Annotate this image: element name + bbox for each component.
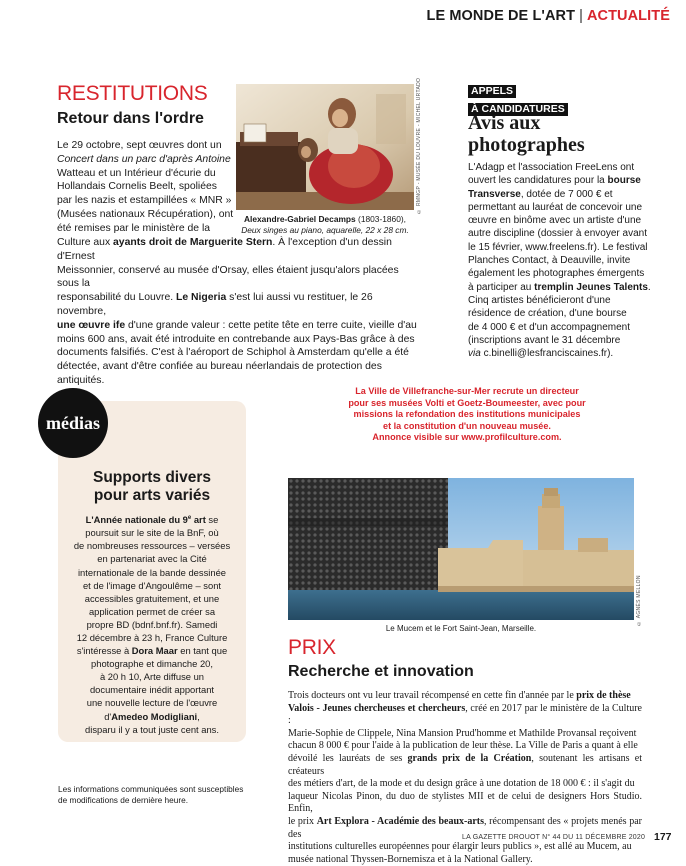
prix-text: Trois docteurs ont vu leur travail récompensé en cette fin d'année par le prix de thèse Valois - Jeunes chercheuses et chercheurs, créé en 2017 par le ministère de la Culture : Marie-Sophie de Clippele, Nina Mansion Prud'homme et Mathilde Provansal reçoivent chacun 8 000 € pour l'aide à la publication de leur thèse. La Ville de Paris a quant à elle dévoilé les lauréats de ses grands prix de la Création, soutenant les artisans et créateurs des métiers d'art, de la mode et du design grâce à une dotation de 18 000 € : il s'agit du laqueur Nicolas Pinon, du duo de stylistes MII et de celui de designers Hors Studio. Enfin, le prix Art Explora - Académie des beaux-arts, récompensant des « projets menés par des institutions culturelles européennes pour élargir leurs publics », est allé au Mucem, au musée national Thyssen-Bornemisza et à la National Gallery.: [288, 690, 643, 865]
monkeys-piano-painting: [236, 84, 414, 210]
text-line: été remises par le ministère de la: [57, 222, 211, 234]
text-line: Watteau et un Intérieur d'écurie du: [57, 167, 216, 179]
caption-artist: Alexandre-Gabriel Decamps: [243, 214, 356, 224]
mucem-fort-image: [288, 478, 634, 620]
painting-image: [236, 84, 414, 210]
medias-text: L'Année nationale du 9e art se poursuit sur le site de la BnF, où de nombreuses ressources – versées en partenariat avec la Cité internationale de la bande dessinée et de l'image d'Angoulême – sont accessibles gratuitement, et une application permet de créer sa propre BD (bdnf.bnf.fr). Samedi 12 décembre à 23 h, France Culture s'intéresse à Dora Maar en tant que photographe et dimanche 20, à 20 h 10, Arte diffuse un documentaire inédit apportant une nouvelle lecture de l'œuvre d'Amedeo Modigliani, disparu il y a tout juste cent ans.: [73, 514, 231, 735]
header-separator: |: [579, 8, 583, 24]
text-line: Concert dans un parc d'après Antoine: [57, 153, 231, 165]
caption-title: Deux singes au piano, aquarelle, 22 x 28 cm.: [241, 224, 409, 235]
medias-badge: médias: [38, 388, 108, 458]
appels-title: Avis aux photographes: [468, 112, 585, 156]
photo-credit: © AGNÈS MELLON: [636, 575, 642, 626]
appels-tag-line2: À CANDIDATURES: [468, 103, 568, 116]
caption-dates: (1803-1860),: [355, 214, 406, 224]
page-header: [427, 8, 670, 24]
text-line: Hollandais Cornelis Beelt, spoliées: [57, 181, 217, 193]
photo-caption: Le Mucem et le Fort Saint-Jean, Marseille.: [385, 624, 537, 633]
restitutions-kicker: RESTITUTIONS: [57, 82, 208, 105]
painting-credit: © RMNGP - MUSÉE DU LOUVRE - MICHEL URTADO: [416, 77, 422, 214]
footer-issue: LA GAZETTE DROUOT N° 44 DU 11 DÉCEMBRE 2020: [462, 834, 646, 841]
medias-title: Supports divers pour arts variés: [93, 469, 211, 504]
text-line: (Musées nationaux Récupération), ont: [57, 208, 234, 220]
restitutions-text-narrow: [57, 139, 239, 236]
text-line: Culture aux ayants droit de Marguerite Stern. À l'exception d'un dessin d'Ernest: [57, 237, 392, 262]
appels-tag-line1: APPELS: [468, 85, 516, 98]
painting-caption: [236, 214, 414, 236]
restitutions-title: Retour dans l'ordre: [57, 110, 204, 127]
appels-text: L'Adagp et l'association FreeLens ont ouvert les candidatures pour la bourse Transverse, dotée de 7 000 € et permettant au lauréat de concevoir une œuvre en binôme avec un artiste d'une autre discipline (dossier à envoyer avant le 15 février, www.freelens.fr). Le festival Planches Contact, à Deauville, invite également les photographes émergents à participer au tremplin Jeunes Talents. Cinq artistes bénéficieront d'une résidence de création, d'une bourse de 4 000 € et d'un accompagnement (inscriptions avant le 31 décembre via c.binelli@lesfranciscaines.fr).: [468, 162, 651, 360]
text-line: détectée, avant d'être confiée au bureau néerlandais de protection des antiquités.: [57, 361, 382, 386]
highlight-stern: ayants droit de Marguerite Stern: [113, 237, 273, 248]
prix-kicker: PRIX: [288, 636, 336, 659]
page-number: 177: [654, 831, 672, 843]
highlight-nigeria: Le Nigeria: [176, 292, 227, 304]
highlight-ife: une œuvre ife: [57, 319, 126, 331]
restitutions-text-wide: [57, 236, 417, 388]
prix-title: Recherche et innovation: [288, 663, 474, 680]
text-line: documents falsifiés. C'est à l'aéroport de Schiphol à Amsterdam qu'elle a été: [57, 347, 409, 359]
mucem-photo: [288, 478, 634, 620]
text-line: une œuvre ife d'une grande valeur : cette petite tête en terre cuite, vieille d'au: [57, 319, 417, 331]
section-category: ACTUALITÉ: [586, 8, 670, 24]
text-line: par les nazis et estampillées « MNR »: [57, 195, 232, 207]
text-line: responsabilité du Louvre. Le Nigeria s'est lui aussi vu restituer, le 26 novembre,: [57, 292, 373, 317]
advert-link[interactable]: Annonce visible sur www.profilculture.com.: [372, 432, 562, 443]
section-name: LE MONDE DE L'ART: [426, 8, 576, 24]
text-line: moins 600 ans, avait été introduite en contrebande aux Pays-Bas grâce à des: [57, 333, 415, 345]
job-advert: La Ville de Villefranche-sur-Mer recrute un directeur pour ses musées Volti et Goetz-Boumeester, avec pour missions la refondation des institutions municipales et la constitution d'un nouveau musée. Annonce visible sur www.profilculture.com.: [290, 386, 644, 444]
text-line: Le 29 octobre, sept œuvres dont un: [57, 140, 222, 151]
text-line: Meissonnier, conservé au musée d'Orsay, elles étaient jusqu'alors placées sous la: [57, 264, 399, 290]
notice-text: Les informations communiquées sont susceptibles de modifications de dernière heure.: [58, 784, 244, 805]
